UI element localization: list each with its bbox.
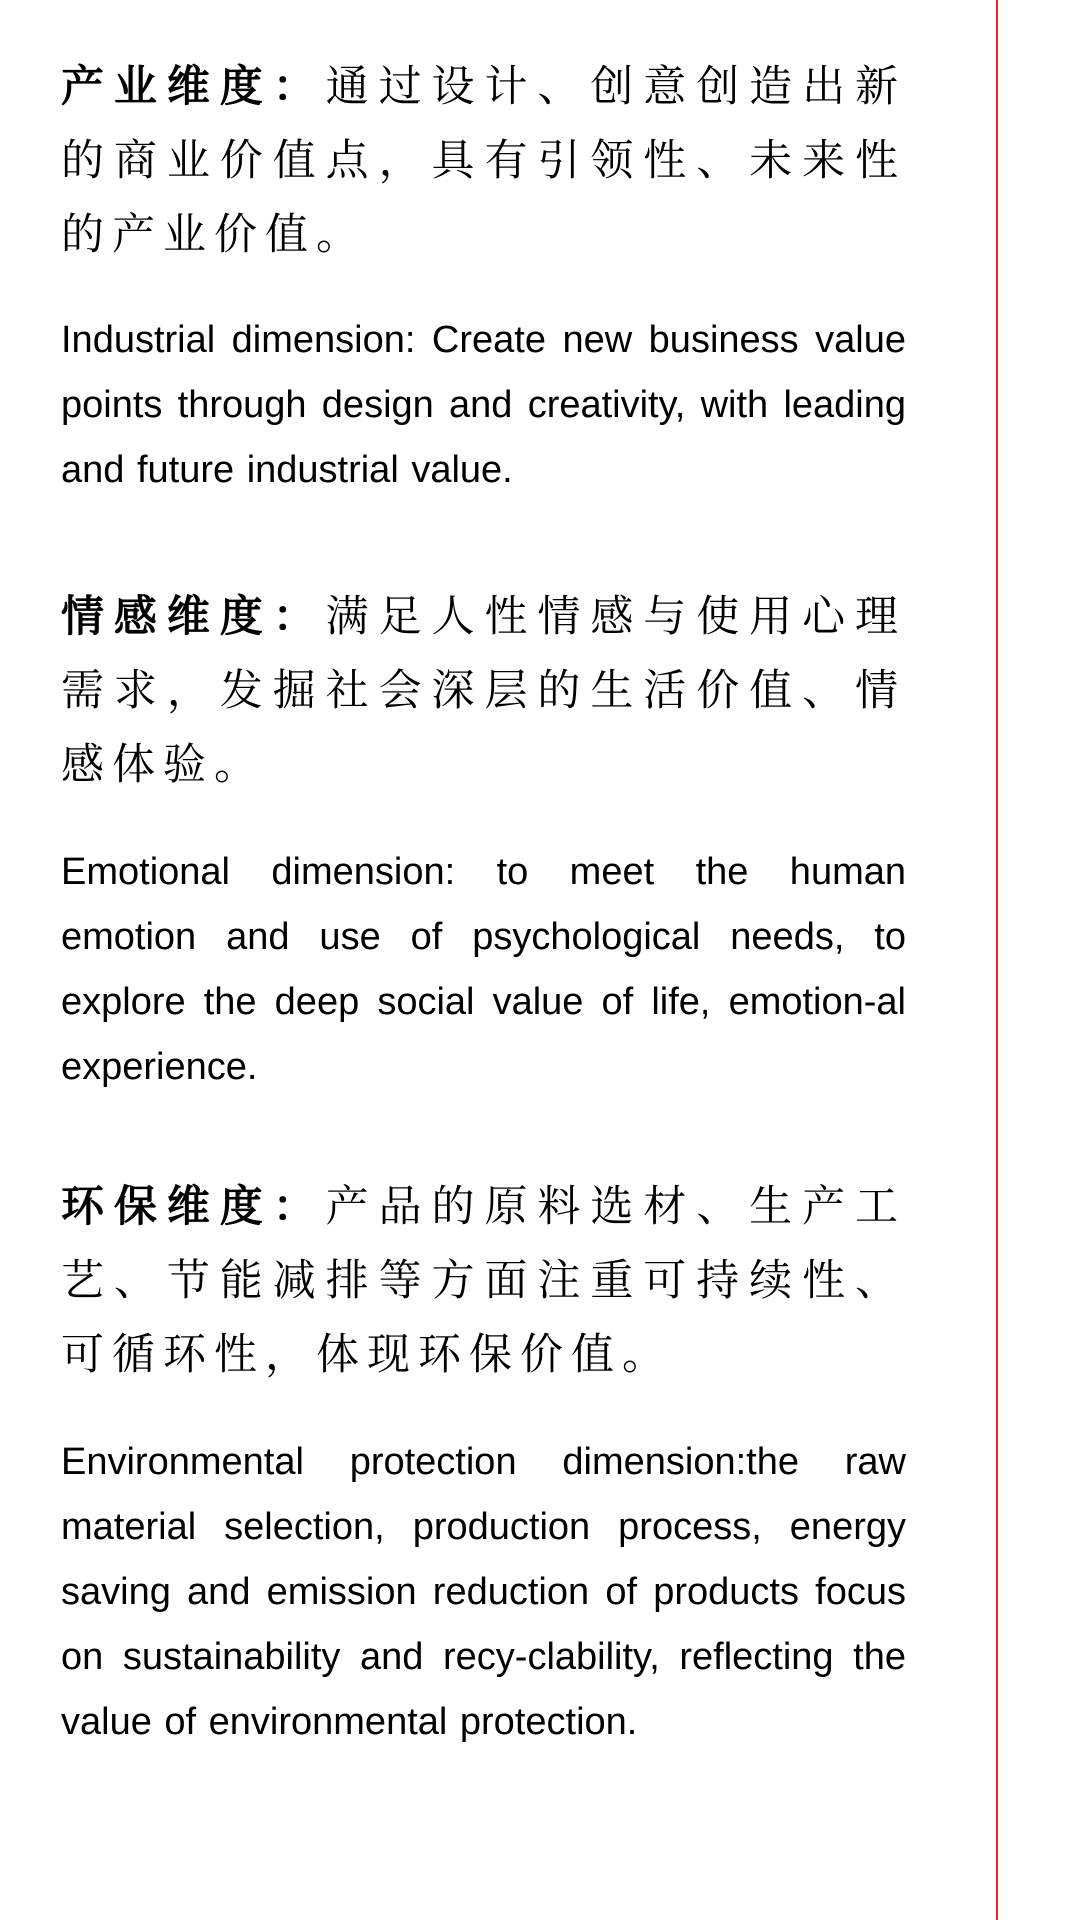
industrial-dimension-zh-text: 通过设计、创意创造出新的商业价值点，具有引领性、未来性的产业价值。 (61, 62, 907, 260)
industrial-dimension-term: 产业维度： (61, 62, 326, 112)
industrial-dimension-en: Industrial dimension: Create new business value points through design and creativity, with leading and future industrial value. (61, 319, 906, 491)
environmental-dimension-zh (61, 1170, 906, 1392)
industrial-dimension-zh (61, 50, 906, 272)
emotional-dimension-zh-text: 满足人性情感与使用心理需求，发掘社会深层的生活价值、情感体验。 (61, 592, 907, 790)
right-margin-rule (996, 0, 998, 1920)
emotional-dimension-en: Emotional dimension: to meet the human emotion and use of psychological needs, to explore the deep social value of life, emotion-al experience. (61, 851, 906, 1088)
environmental-dimension-zh-text: 产品的原料选材、生产工艺、节能减排等方面注重可持续性、可循环性，体现环保价值。 (61, 1182, 907, 1380)
environmental-dimension-term: 环保维度： (61, 1182, 326, 1232)
emotional-dimension-term: 情感维度： (61, 592, 326, 642)
environmental-dimension-en: Environmental protection dimension:the raw material selection, production process, energy saving and emission reduction of products focus on sustainability and recy-clability, reflecting the value of environmental protection. (61, 1441, 906, 1743)
emotional-dimension-zh (61, 580, 906, 802)
